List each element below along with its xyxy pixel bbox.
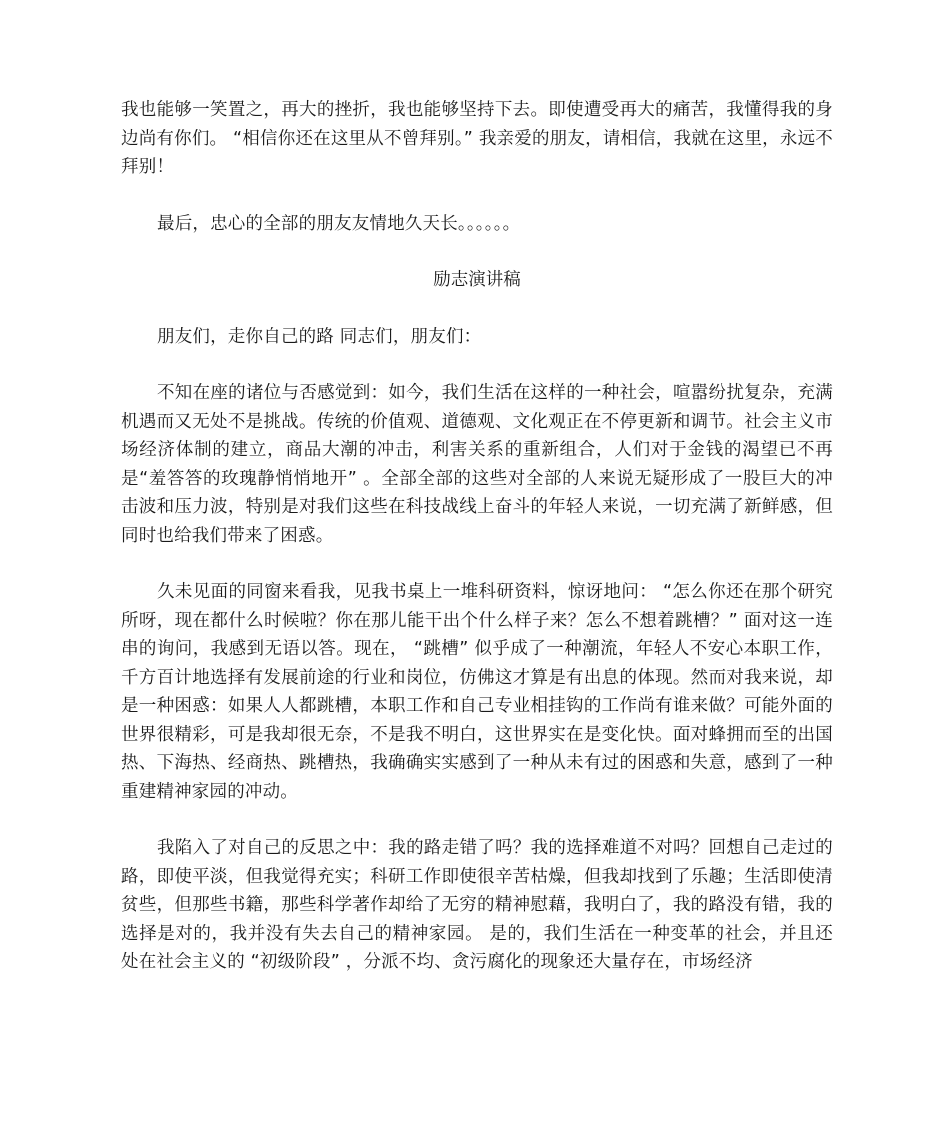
document-page [121, 96, 833, 977]
paragraph-gap [121, 550, 833, 578]
paragraph-gap [121, 182, 833, 210]
section-title: 励志演讲稿 [433, 270, 521, 290]
paragraph-body: 久未见面的同窗来看我，见我书桌上一堆科研资料，惊讶地问： “怎么你还在那个研究所呀，现在都什么时候啦？你在那儿能干出个什么样子来？怎么不想着跳槽？” 面对这一连串的询问，我感到无语以答。现在， “跳槽” 似乎成了一种潮流，年轻人不安心本职工作，千方百计地选择有发展前途的行业和岗位，仿佛这才算是有出息的体现。然而对我来说，却是一种困惑：如果人人都跳槽，本职工作和自己专业相挂钩的工作尚有谁来做？可能外面的世界很精彩，可是我却很无奈，不是我不明白，这世界实在是变化快。面对蜂拥而至的出国热、下海热、经商热、跳槽热，我确确实实感到了一种从未有过的困惑和失意，感到了一种重建精神家园的冲动。 [121, 582, 833, 802]
paragraph-continuation: 我也能够一笑置之，再大的挫折，我也能够坚持下去。即使遭受再大的痛苦，我懂得我的身边尚有你们。 “相信你还在这里从不曾拜别。” 我亲爱的朋友，请相信，我就在这里，永远不拜别！ [121, 100, 833, 177]
paragraph-closing: 最后，忠心的全部的朋友友情地久天长。。。。。。 [157, 213, 521, 234]
paragraph-gap [121, 238, 833, 266]
paragraph-salutation: 朋友们，走你自己的路 同志们，朋友们： [157, 326, 482, 347]
paragraph-body: 不知在座的诸位与否感觉到：如今，我们生活在这样的一种社会，喧嚣纷扰复杂，充满机遇而又无处不是挑战。传统的价值观、道德观、文化观正在不停更新和调节。社会主义市场经济体制的建立，商品大潮的冲击，利害关系的重新组合，人们对于金钱的渴望已不再是“羞答答的玫瑰静悄悄地开” 。全部全部的这些对全部的人来说无疑形成了一股巨大的冲击波和压力波，特别是对我们这些在科技战线上奋斗的年轻人来说，一切充满了新鲜感，但同时也给我们带来了困惑。 [121, 383, 833, 546]
paragraph-body: 我陷入了对自己的反思之中：我的路走错了吗？我的选择难道不对吗？回想自己走过的路，即使平淡，但我觉得充实；科研工作即使很辛苦枯燥，但我却找到了乐趣；生活即使清贫些，但那些书籍，那些科学著作却给了无穷的精神慰藉，我明白了，我的路没有错，我的选择是对的，我并没有失去自己的精神家园。 是的，我们生活在一种变革的社会，并且还处在社会主义的 “初级阶段” ，分派不均、贪污腐化的现象还大量存在，市场经济 [121, 838, 833, 972]
paragraph-gap [121, 295, 833, 323]
paragraph-gap [121, 351, 833, 379]
paragraph-gap [121, 806, 833, 834]
